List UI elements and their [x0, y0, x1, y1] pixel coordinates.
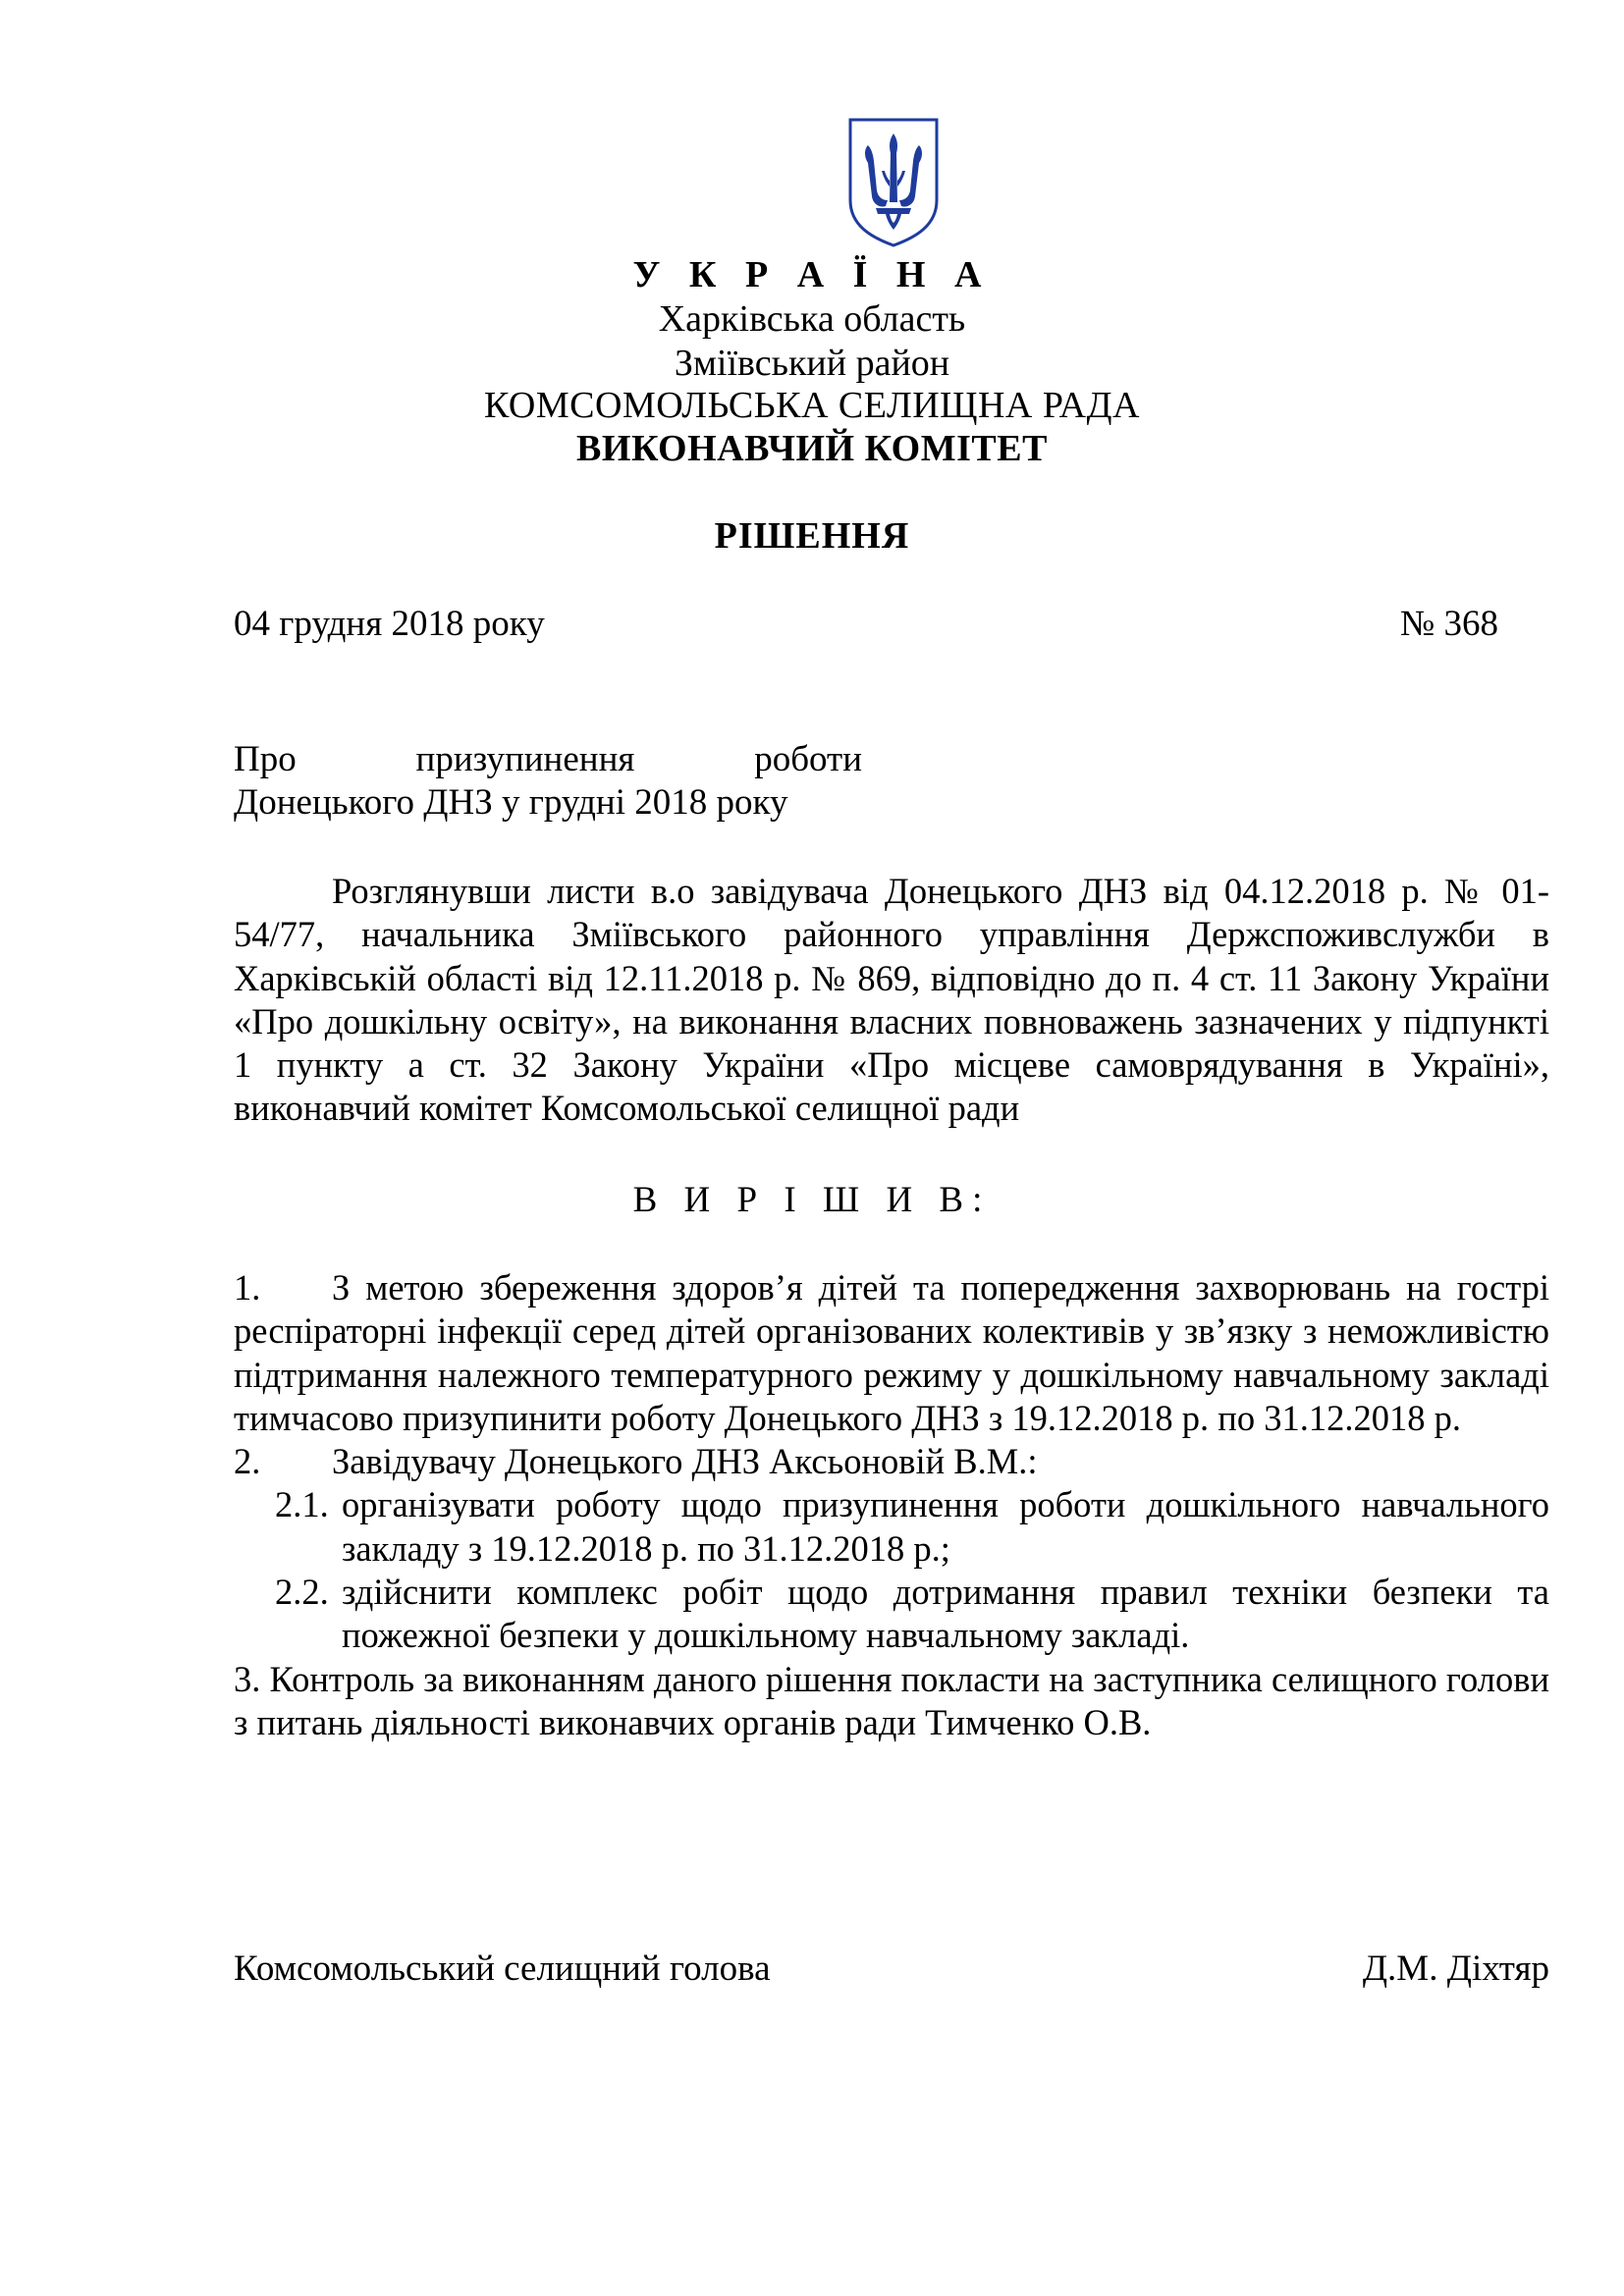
- committee-line: ВИКОНАВЧИЙ КОМІТЕТ: [576, 428, 1048, 469]
- decision-subitem-2-2: [275, 1571, 1549, 1658]
- item-text: З метою збереження здоров’я дітей та попередження захворювань на гострі респіраторні інфекції серед дітей організованих колективів у зв’язку з неможливістю підтримання належного температурного режиму у дошкільному навчальному закладі тимчасово призупинити роботу Донецького ДНЗ з 19.12.2018 р. по 31.12.2018 р.: [234, 1267, 1549, 1438]
- document-number: № 368: [1399, 604, 1498, 644]
- decision-subitem-2-1: [275, 1483, 1549, 1571]
- subject-line-1: [234, 738, 862, 781]
- decision-item-2: [234, 1440, 1549, 1483]
- subject-word: роботи: [754, 739, 862, 779]
- signature-role: Комсомольський селищний голова: [234, 1949, 771, 1989]
- subitem-number: 2.2.: [275, 1572, 329, 1613]
- item-number: 1.: [234, 1267, 261, 1308]
- item-text: Завідувачу Донецького ДНЗ Аксьоновій В.М.:: [332, 1441, 1038, 1482]
- subitem-text: здійснити комплекс робіт щодо дотримання правил техніки безпеки та пожежної безпеки у дошкільному навчальному закладі.: [342, 1572, 1549, 1656]
- subject-line-2: Донецького ДНЗ у грудні 2018 року: [234, 782, 788, 823]
- subitem-number: 2.1.: [275, 1484, 329, 1525]
- resolved-heading: В И Р І Ш И В:: [632, 1180, 992, 1220]
- preamble-paragraph: Розглянувши листи в.о завідувача Донецького ДНЗ від 04.12.2018 р. № 01-54/77, начальника Зміївського районного управління Держспоживслужби в Харківській області від 12.11.2018 р. № 869, відповідно до п. 4 ст. 11 Закону України «Про дошкільну освіту», на виконання власних повноважень зазначених у підпункті 1 пункту а ст. 32 Закону України «Про місцеве самоврядування в Україні», виконавчий комітет Комсомольської селищної ради: [234, 871, 1549, 1129]
- decision-items: [234, 1266, 1549, 1744]
- subject-word: призупинення: [415, 739, 635, 779]
- document-date: 04 грудня 2018 року: [234, 604, 545, 644]
- region-line: Харківська область: [658, 298, 966, 340]
- trident-coat-of-arms-icon: [846, 116, 941, 249]
- document-type-title: РІШЕННЯ: [714, 515, 910, 557]
- district-line: Зміївський район: [674, 343, 950, 384]
- council-line: КОМСОМОЛЬСЬКА СЕЛИЩНА РАДА: [484, 385, 1140, 426]
- decision-item-3: 3. Контроль за виконанням даного рішення покласти на заступника селищного голови з питань діяльності виконавчих органів ради Тимченко О.В.: [234, 1658, 1549, 1742]
- document-subject: [234, 738, 862, 825]
- signature-name: Д.М. Діхтяр: [1362, 1949, 1549, 1989]
- country-title: У К Р А Ї Н А: [632, 254, 992, 295]
- subject-word: Про: [234, 739, 297, 779]
- item-number: 2.: [234, 1441, 261, 1482]
- decision-item-1: [234, 1266, 1549, 1440]
- subitem-text: організувати роботу щодо призупинення роботи дошкільного навчального закладу з 19.12.2018 р. по 31.12.2018 р.;: [342, 1484, 1549, 1569]
